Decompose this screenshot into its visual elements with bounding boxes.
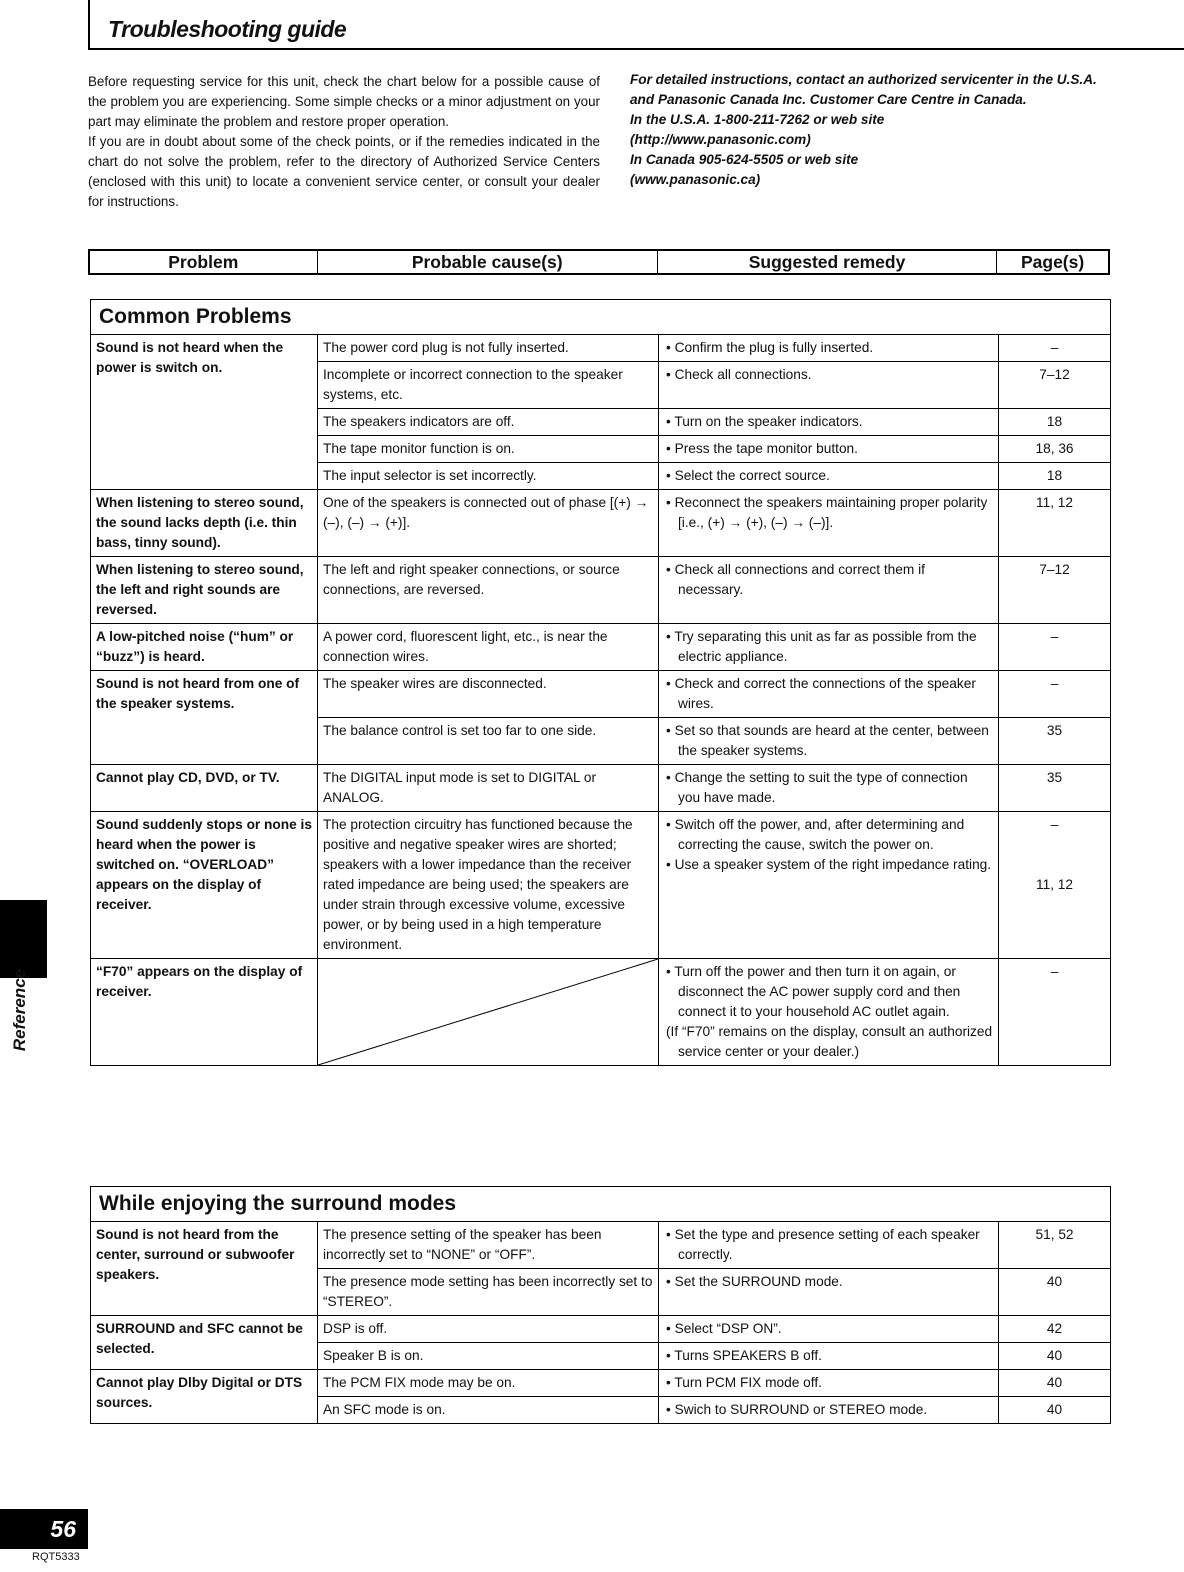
problem-cell: Sound suddenly stops or none is heard when the power is switched on. “OVERLOAD” appears on the display of receiver. (91, 812, 318, 959)
remedy-cell: • Select “DSP ON”. (659, 1316, 999, 1343)
cause-cell: The speaker wires are disconnected. (318, 671, 659, 718)
cause-cell: An SFC mode is on. (318, 1397, 659, 1424)
header-pages: Page(s) (1020, 251, 1085, 272)
remedy-text: Check all connections and correct them if necessary. (674, 562, 925, 597)
problem-cell: SURROUND and SFC cannot be selected. (91, 1316, 318, 1370)
remedy-text: Switch off the power, and, after determining and correcting the cause, switch the power on. (674, 817, 965, 852)
cause-cell: Speaker B is on. (318, 1343, 659, 1370)
pages-cell: – (999, 959, 1111, 1066)
remedy-text: Select the correct source. (674, 468, 830, 483)
cause-cell: The balance control is set too far to one side. (318, 718, 659, 765)
remedy-cell: • Set the SURROUND mode. (659, 1269, 999, 1316)
remedy-text: Set the type and presence setting of each speaker correctly. (674, 1227, 980, 1262)
common-problems-table (90, 299, 1111, 1066)
remedy-text: Press the tape monitor button. (674, 441, 858, 456)
table-row (91, 490, 1111, 557)
contact-line: In the U.S.A. 1-800-211-7262 or web site (630, 112, 885, 127)
remedy-cell: • Select the correct source. (659, 463, 999, 490)
pages-cell: 42 (999, 1316, 1111, 1343)
pages-value: – (1050, 817, 1059, 832)
remedy-text: Set so that sounds are heard at the center, between the speaker systems. (674, 723, 989, 758)
remedy-text: Use a speaker system of the right impedance rating. (674, 857, 992, 872)
problem-cell: Cannot play CD, DVD, or TV. (91, 765, 318, 812)
intro-paragraph-1: Before requesting service for this unit, check the chart below for a possible cause of the problem you are experiencing. Some simple checks or a minor adjustment on your part may eliminate the problem and restore proper operation. (88, 74, 600, 129)
header-remedy: Suggested remedy (658, 251, 997, 273)
remedy-text: Change the setting to suit the type of connection you have made. (674, 770, 968, 805)
cause-cell: One of the speakers is connected out of phase [(+) → (–), (–) → (+)]. (318, 490, 659, 557)
pages-cell (999, 812, 1111, 959)
cause-cell: The left and right speaker connections, or source connections, are reversed. (318, 557, 659, 624)
cause-cell: The DIGITAL input mode is set to DIGITAL or ANALOG. (318, 765, 659, 812)
pages-cell: – (999, 671, 1111, 718)
pages-cell: 18 (999, 463, 1111, 490)
remedy-cell: • Set the type and presence setting of each speaker correctly. (659, 1222, 999, 1269)
surround-modes-table (90, 1186, 1111, 1424)
problem-cell: Sound is not heard from the center, surround or subwoofer speakers. (91, 1222, 318, 1316)
header-problem: Problem (90, 251, 318, 273)
remedy-cell: • Set so that sounds are heard at the center, between the speaker systems. (659, 718, 999, 765)
document-code: RQT5333 (32, 1551, 80, 1563)
remedy-text: Turn off the power and then turn it on again, or disconnect the AC power supply cord and then connect it to your household AC outlet again. (674, 964, 961, 1019)
intro-text (88, 72, 600, 212)
pages-cell: 51, 52 (999, 1222, 1111, 1269)
remedy-cell: • Check all connections. (659, 362, 999, 409)
remedy-cell: • Check all connections and correct them if necessary. (659, 557, 999, 624)
remedy-cell: • Check and correct the connections of the speaker wires. (659, 671, 999, 718)
cause-cell: DSP is off. (318, 1316, 659, 1343)
cause-cell: The presence setting of the speaker has been incorrectly set to “NONE” or “OFF”. (318, 1222, 659, 1269)
pages-value: 11, 12 (1035, 877, 1074, 892)
contact-line: (www.panasonic.ca) (630, 172, 761, 187)
pages-cell: 40 (999, 1397, 1111, 1424)
remedy-text: Try separating this unit as far as possible from the electric appliance. (674, 629, 977, 664)
remedy-text: Reconnect the speakers maintaining proper polarity [i.e., (+) → (+), (–) → (–)]. (674, 495, 988, 530)
remedy-text: Set the SURROUND mode. (674, 1274, 843, 1289)
pages-cell: 18, 36 (999, 436, 1111, 463)
table-row (91, 1316, 1111, 1343)
remedy-cell: • Press the tape monitor button. (659, 436, 999, 463)
problem-cell: Sound is not heard when the power is switch on. (91, 335, 318, 490)
page-number: 56 (0, 1509, 88, 1549)
pages-cell: 40 (999, 1269, 1111, 1316)
pages-cell: – (999, 335, 1111, 362)
cause-cell: The input selector is set incorrectly. (318, 463, 659, 490)
cause-cell: Incomplete or incorrect connection to the speaker systems, etc. (318, 362, 659, 409)
cause-cell: The tape monitor function is on. (318, 436, 659, 463)
section-title: Common Problems (91, 300, 1111, 335)
remedy-cell: • Turn off the power and then turn it on again, or disconnect the AC power supply cord and then connect it to your household AC outlet again. (If “F70” remains on the display, consult an authorized service center or your dealer.) (659, 959, 999, 1066)
diagonal-slash (318, 959, 658, 1065)
section-header-row (91, 300, 1111, 335)
contact-info (630, 70, 1120, 190)
remedy-text: Turn on the speaker indicators. (674, 414, 863, 429)
table-row (91, 671, 1111, 718)
remedy-text: Check and correct the connections of the speaker wires. (674, 676, 976, 711)
page-title: Troubleshooting guide (108, 16, 347, 42)
remedy-cell: • Turn on the speaker indicators. (659, 409, 999, 436)
column-header-row (88, 249, 1110, 275)
pages-cell: 7–12 (999, 362, 1111, 409)
cause-cell: A power cord, fluorescent light, etc., is near the connection wires. (318, 624, 659, 671)
pages-cell: 18 (999, 409, 1111, 436)
pages-cell: 40 (999, 1370, 1111, 1397)
remedy-text: Check all connections. (674, 367, 812, 382)
remedy-cell: • Swich to SURROUND or STEREO mode. (659, 1397, 999, 1424)
remedy-note: (If “F70” remains on the display, consult an authorized service center or your dealer.) (666, 1024, 993, 1059)
intro-paragraph-2: If you are in doubt about some of the check points, or if the remedies indicated in the chart do not solve the problem, refer to the directory of Authorized Service Centers (enclosed with this unit) to locate a convenient service center, or consult your dealer for instructions. (88, 134, 600, 209)
header-cause: Probable cause(s) (318, 251, 658, 273)
remedy-text: Select “DSP ON”. (674, 1321, 782, 1336)
table-row (91, 557, 1111, 624)
problem-cell: When listening to stereo sound, the left and right sounds are reversed. (91, 557, 318, 624)
table-row (91, 1222, 1111, 1269)
pages-cell: 35 (999, 765, 1111, 812)
table-row (91, 765, 1111, 812)
problem-cell: A low-pitched noise (“hum” or “buzz”) is heard. (91, 624, 318, 671)
section-tab-marker (0, 900, 47, 978)
cause-cell: The speakers indicators are off. (318, 409, 659, 436)
section-title: While enjoying the surround modes (91, 1187, 1111, 1222)
pages-cell: – (999, 624, 1111, 671)
pages-cell: 7–12 (999, 557, 1111, 624)
remedy-cell: • Confirm the plug is fully inserted. (659, 335, 999, 362)
problem-cell: “F70” appears on the display of receiver. (91, 959, 318, 1066)
section-header-row (91, 1187, 1111, 1222)
table-row (91, 959, 1111, 1066)
remedy-cell: • Turn PCM FIX mode off. (659, 1370, 999, 1397)
cause-cell: The presence mode setting has been incorrectly set to “STEREO”. (318, 1269, 659, 1316)
remedy-cell: • Turns SPEAKERS B off. (659, 1343, 999, 1370)
remedy-cell: • Reconnect the speakers maintaining proper polarity [i.e., (+) → (+), (–) → (–)]. (659, 490, 999, 557)
cause-cell: The PCM FIX mode may be on. (318, 1370, 659, 1397)
pages-cell: 40 (999, 1343, 1111, 1370)
pages-cell: 11, 12 (999, 490, 1111, 557)
pages-cell: 35 (999, 718, 1111, 765)
table-row (91, 1370, 1111, 1397)
remedy-cell: • Switch off the power, and, after determining and correcting the cause, switch the power on. • Use a speaker system of the right impedance rating. (659, 812, 999, 959)
remedy-text: Turns SPEAKERS B off. (674, 1348, 822, 1363)
problem-cell: When listening to stereo sound, the sound lacks depth (i.e. thin bass, tinny sound). (91, 490, 318, 557)
table-row (91, 335, 1111, 362)
table-row (91, 812, 1111, 959)
problem-cell: Cannot play Dlby Digital or DTS sources. (91, 1370, 318, 1424)
remedy-text: Confirm the plug is fully inserted. (674, 340, 874, 355)
cause-cell-empty (318, 959, 659, 1066)
cause-cell: The protection circuitry has functioned because the positive and negative speaker wires are shorted; speakers with a lower impedance than the receiver rated impedance are being used; the speakers are under strain through excessive volume, excessive power, or by being used in a high temperature environment. (318, 812, 659, 959)
remedy-cell: • Try separating this unit as far as possible from the electric appliance. (659, 624, 999, 671)
remedy-cell: • Change the setting to suit the type of connection you have made. (659, 765, 999, 812)
contact-line: In Canada 905-624-5505 or web site (630, 152, 859, 167)
remedy-text: Swich to SURROUND or STEREO mode. (674, 1402, 928, 1417)
cause-cell: The power cord plug is not fully inserted. (318, 335, 659, 362)
contact-line: For detailed instructions, contact an authorized servicenter in the U.S.A. and Panasonic Canada Inc. Customer Care Centre in Canada. (630, 72, 1097, 107)
remedy-text: Turn PCM FIX mode off. (674, 1375, 822, 1390)
problem-cell: Sound is not heard from one of the speaker systems. (91, 671, 318, 765)
section-tab-label: Reference (10, 968, 29, 1052)
table-row (91, 624, 1111, 671)
contact-line: (http://www.panasonic.com) (630, 132, 811, 147)
